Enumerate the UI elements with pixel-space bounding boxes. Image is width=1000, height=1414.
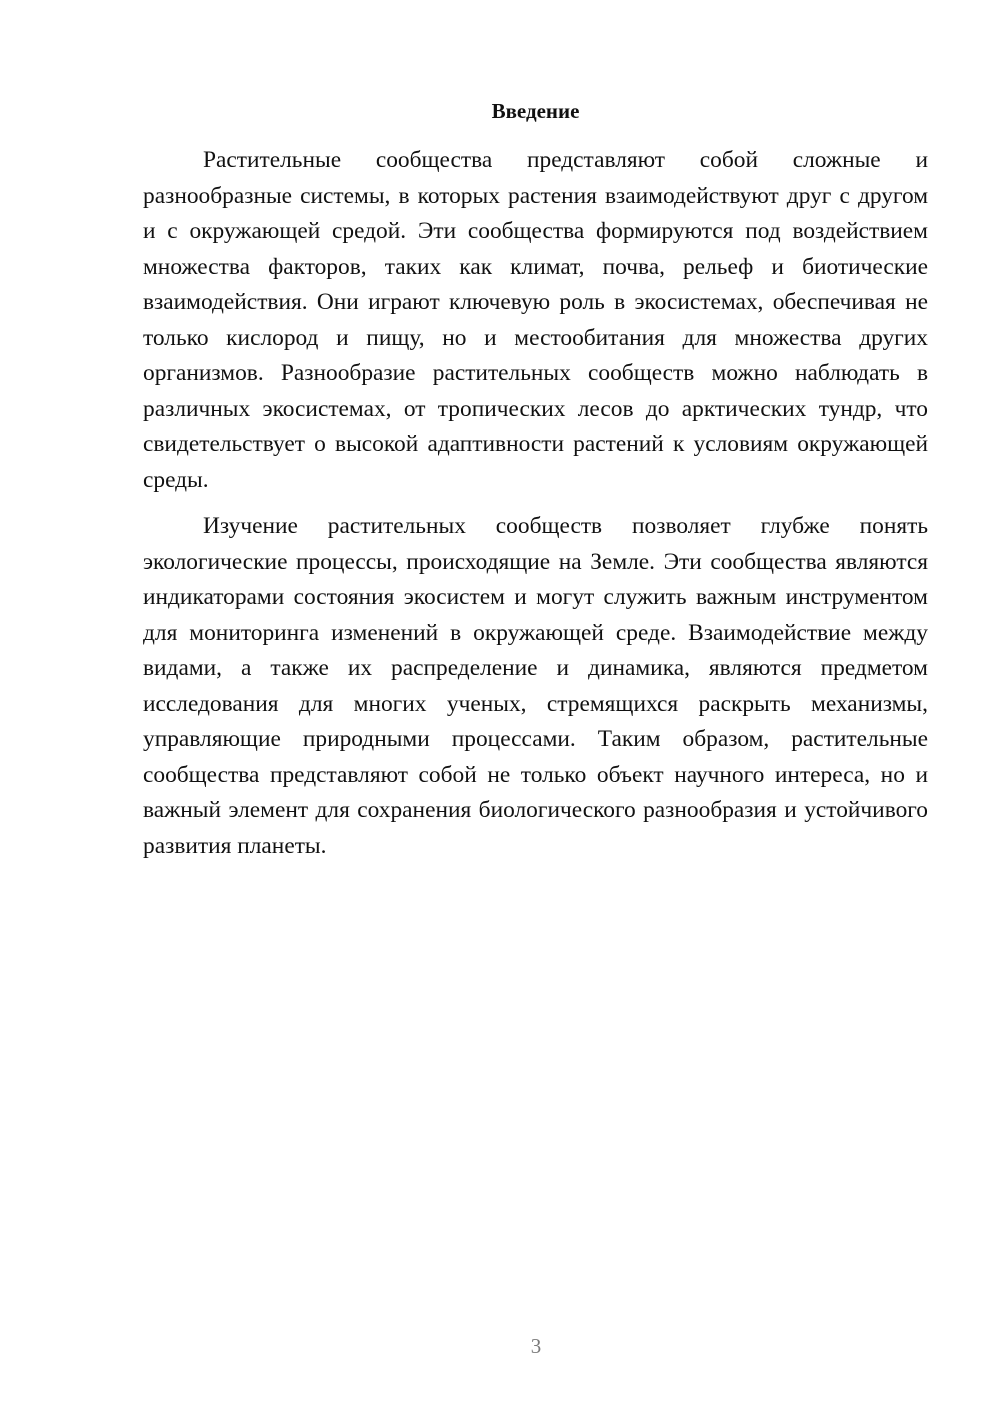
paragraph-1: Растительные сообщества представляют собой сложные и разнообразные системы, в которых растения взаимодействуют друг с другом и с окружающей средой. Эти сообщества формируются под воздействием множества факторов, таких как климат, почва, рельеф и биотические взаимодействия. Они играют ключевую роль в экосистемах, обеспечивая не только кислород и пищу, но и местообитания для множества других организмов. Разнообразие растительных сообществ можно наблюдать в различных экосистемах, от тропических лесов до арктических тундр, что свидетельствует о высокой адаптивности растений к условиям окружающей среды. <box>143 147 928 493</box>
body-text <box>143 143 928 864</box>
page-title: Введение <box>491 99 580 123</box>
paragraph-2: Изучение растительных сообществ позволяет глубже понять экологические процессы, происходящие на Земле. Эти сообщества являются индикаторами состояния экосистем и могут служить важным инструментом для мониторинга изменений в окружающей среде. Взаимодействие между видами, а также их распределение и динамика, являются предметом исследования для многих ученых, стремящихся раскрыть механизмы, управляющие природными процессами. Таким образом, растительные сообщества представляют собой не только объект научного интереса, но и важный элемент для сохранения биологического разнообразия и устойчивого развития планеты. <box>143 513 928 859</box>
page-number: 3 <box>530 1334 542 1358</box>
